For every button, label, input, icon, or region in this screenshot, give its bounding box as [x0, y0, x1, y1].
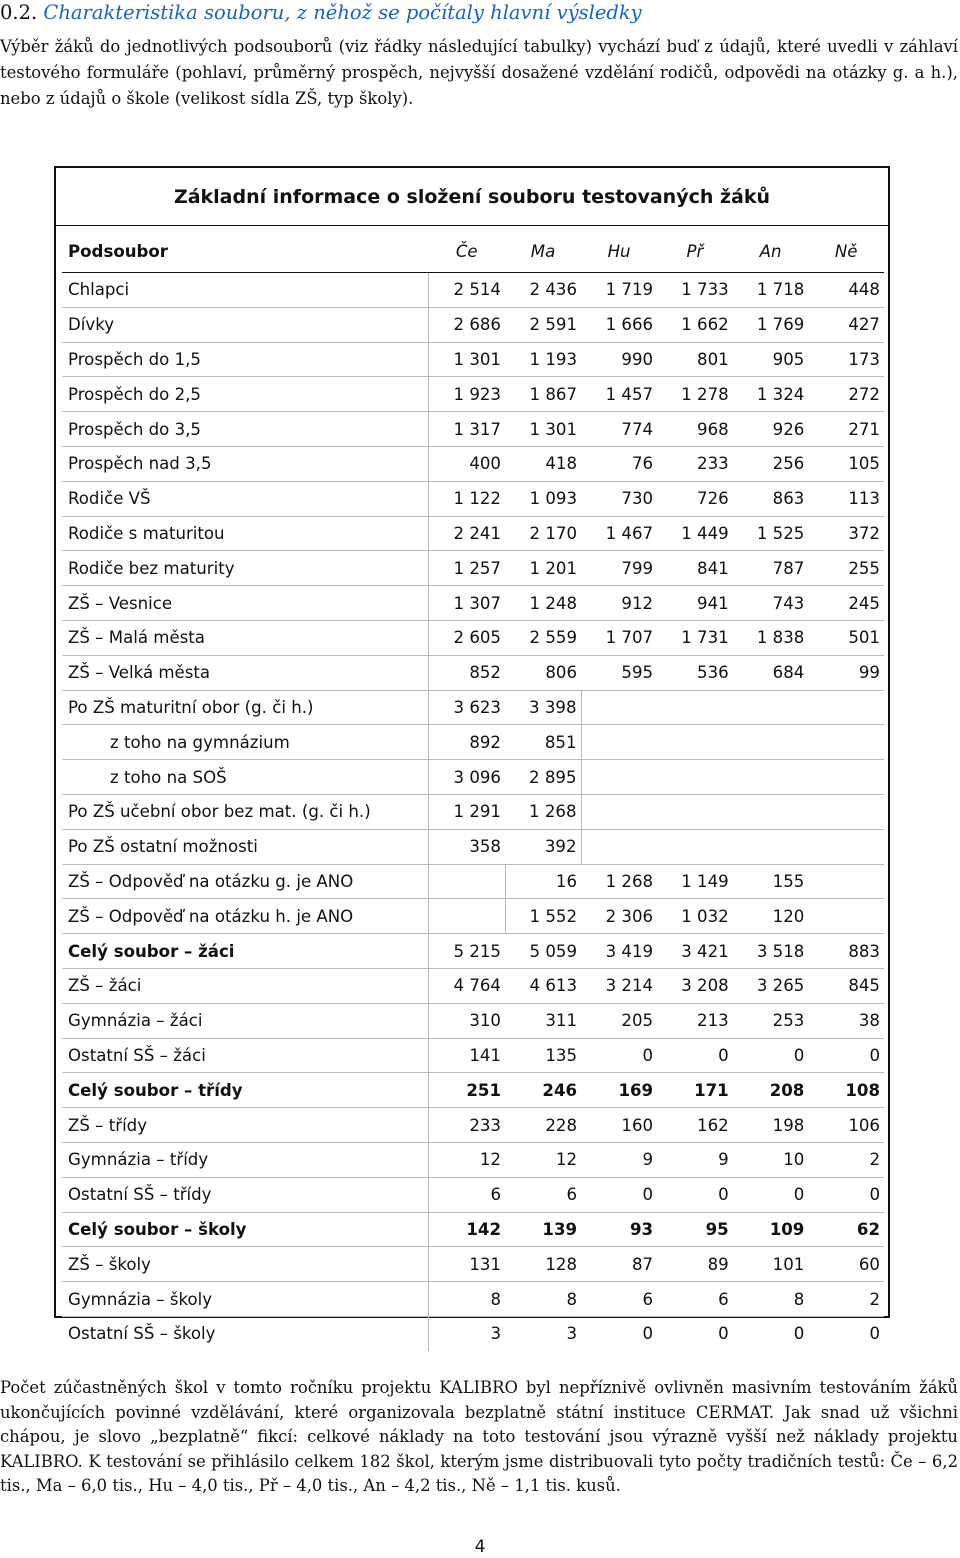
cell-value: 6 [657, 1282, 733, 1317]
cell-value [657, 794, 733, 829]
section-title: Charakteristika souboru, z něhož se počítaly hlavní výsledky [43, 1, 642, 24]
cell-value: 2 895 [505, 760, 581, 795]
row-label: ZŠ – školy [62, 1247, 428, 1282]
cell-value: 142 [428, 1212, 505, 1247]
cell-value: 1 193 [505, 342, 581, 377]
cell-value: 730 [581, 481, 657, 516]
table-row [62, 829, 884, 864]
cell-value: 3 421 [657, 934, 733, 969]
row-label: Gymnázia – školy [62, 1282, 428, 1317]
cell-value: 799 [581, 551, 657, 586]
cell-value: 1 719 [581, 273, 657, 308]
cell-value: 1 666 [581, 307, 657, 342]
cell-value: 1 769 [733, 307, 809, 342]
cell-value: 3 623 [428, 690, 505, 725]
cell-value: 255 [808, 551, 884, 586]
cell-value: 1 301 [428, 342, 505, 377]
cell-value [428, 899, 505, 934]
cell-value: 6 [428, 1177, 505, 1212]
cell-value: 912 [581, 586, 657, 621]
header-column: Ně [808, 230, 884, 273]
cell-value: 76 [581, 446, 657, 481]
cell-value: 9 [657, 1142, 733, 1177]
cell-value: 2 436 [505, 273, 581, 308]
row-label: ZŠ – Odpověď na otázku g. je ANO [62, 864, 428, 899]
table-row [62, 412, 884, 447]
header-column: Ma [505, 230, 581, 273]
cell-value [428, 864, 505, 899]
cell-value: 228 [505, 1108, 581, 1143]
table-row [62, 446, 884, 481]
row-label: Celý soubor – žáci [62, 934, 428, 969]
cell-value: 0 [718, 1324, 729, 1344]
table-header-row [62, 230, 884, 273]
cell-value: 0 [808, 1177, 884, 1212]
row-label: Gymnázia – třídy [62, 1142, 428, 1177]
cell-value: 400 [428, 446, 505, 481]
cell-value: 173 [808, 342, 884, 377]
cell-value [808, 899, 884, 934]
row-label: Gymnázia – žáci [62, 1003, 428, 1038]
cell-value: 726 [657, 481, 733, 516]
cell-value: 113 [808, 481, 884, 516]
cell-value: 1 662 [657, 307, 733, 342]
table-row [62, 516, 884, 551]
cell-value: 1 248 [505, 586, 581, 621]
cell-value: 1 291 [428, 794, 505, 829]
row-label: Prospěch do 1,5 [62, 342, 428, 377]
cell-value [581, 794, 657, 829]
cell-value: 3 208 [657, 968, 733, 1003]
cell-value: 8 [428, 1282, 505, 1317]
cell-value: 427 [808, 307, 884, 342]
cell-value: 684 [733, 655, 809, 690]
cell-value: 120 [733, 899, 809, 934]
cell-value [657, 760, 733, 795]
table-row [62, 273, 884, 308]
table-body [62, 273, 884, 1351]
section-number: 0.2. [0, 1, 38, 24]
cell-value: 0 [733, 1038, 809, 1073]
table-row [62, 586, 884, 621]
cell-value: 851 [505, 725, 581, 760]
cell-value: 0 [657, 1177, 733, 1212]
cell-value: 3 [490, 1324, 501, 1344]
cell-value: 1 731 [657, 620, 733, 655]
table-row [62, 1108, 884, 1143]
table-row [62, 794, 884, 829]
cell-value: 2 605 [428, 620, 505, 655]
table-row [62, 760, 884, 795]
cell-value: 233 [657, 446, 733, 481]
row-label: Rodiče s maturitou [62, 516, 428, 551]
table-row [62, 620, 884, 655]
cell-value: 89 [657, 1247, 733, 1282]
cell-value: 1 032 [657, 899, 733, 934]
cell-value: 155 [733, 864, 809, 899]
cell-value: 101 [733, 1247, 809, 1282]
cell-value: 418 [505, 446, 581, 481]
cell-value [733, 725, 809, 760]
row-label: Celý soubor – třídy [62, 1073, 428, 1108]
cell-value: 358 [428, 829, 505, 864]
table-row [62, 1282, 884, 1317]
cell-value: 5 059 [505, 934, 581, 969]
cell-value: 905 [733, 342, 809, 377]
cell-value: 1 324 [733, 377, 809, 412]
cell-value: 2 170 [505, 516, 581, 551]
cell-value: 93 [581, 1212, 657, 1247]
cell-value: 169 [581, 1073, 657, 1108]
cell-value [733, 794, 809, 829]
cell-value: 1 257 [428, 551, 505, 586]
section-heading [0, 0, 960, 26]
row-label: Rodiče bez maturity [62, 551, 428, 586]
table-row [62, 899, 884, 934]
cell-value: 6 [505, 1177, 581, 1212]
cell-value: 99 [808, 655, 884, 690]
cell-value: 863 [733, 481, 809, 516]
cell-value: 372 [808, 516, 884, 551]
cell-value: 135 [505, 1038, 581, 1073]
cell-value: 1 707 [581, 620, 657, 655]
cell-value: 87 [581, 1247, 657, 1282]
cell-value: 883 [808, 934, 884, 969]
table-row [62, 655, 884, 690]
cell-value: 4 613 [505, 968, 581, 1003]
cell-value: 774 [581, 412, 657, 447]
cell-value: 12 [428, 1142, 505, 1177]
cell-value: 968 [657, 412, 733, 447]
cell-value [808, 760, 884, 795]
cell-value: 2 306 [581, 899, 657, 934]
row-label: Rodiče VŠ [62, 481, 428, 516]
cell-value: 536 [657, 655, 733, 690]
row-label: Ostatní SŠ – žáci [62, 1038, 428, 1073]
cell-value: 595 [581, 655, 657, 690]
cell-value: 0 [793, 1324, 805, 1344]
row-label: ZŠ – Vesnice [62, 586, 428, 621]
cell-value: 501 [808, 620, 884, 655]
cell-value: 0 [657, 1038, 733, 1073]
table-row [62, 307, 884, 342]
cell-value: 62 [808, 1212, 884, 1247]
row-label: Celý soubor – školy [62, 1212, 428, 1247]
cell-value: 251 [428, 1073, 505, 1108]
cell-value: 95 [657, 1212, 733, 1247]
table-row [62, 377, 884, 412]
header-label: Podsoubor [62, 230, 428, 273]
cell-value: 8 [733, 1282, 809, 1317]
cell-value: 1 718 [733, 273, 809, 308]
cell-value [733, 690, 809, 725]
cell-value: 253 [733, 1003, 809, 1038]
cell-value: 141 [428, 1038, 505, 1073]
cell-value [657, 690, 733, 725]
cell-value: 841 [657, 551, 733, 586]
cell-value: 2 [808, 1282, 884, 1317]
table-row [62, 1038, 884, 1073]
cell-value: 213 [657, 1003, 733, 1038]
cell-value: 139 [505, 1212, 581, 1247]
row-label: Ostatní SŠ – školy [62, 1316, 428, 1350]
cell-value: 0 [642, 1324, 654, 1344]
page-number: 4 [474, 1537, 486, 1557]
table-row [62, 1177, 884, 1212]
cell-value [733, 829, 809, 864]
cell-value: 131 [428, 1247, 505, 1282]
row-label: ZŠ – Velká města [62, 655, 428, 690]
cell-value: 1 093 [505, 481, 581, 516]
table-row [62, 1073, 884, 1108]
cell-value: 1 733 [657, 273, 733, 308]
cell-value: 0 [733, 1177, 809, 1212]
cell-value [657, 725, 733, 760]
cell-value: 8 [505, 1282, 581, 1317]
table-row [62, 1003, 884, 1038]
cell-value [581, 760, 657, 795]
cell-value: 2 241 [428, 516, 505, 551]
cell-value [581, 829, 657, 864]
cell-value: 3 398 [505, 690, 581, 725]
cell-value [657, 829, 733, 864]
table-row [62, 1247, 884, 1282]
cell-value: 1 201 [505, 551, 581, 586]
cell-value: 1 457 [581, 377, 657, 412]
header-column: Hu [581, 230, 657, 273]
cell-value: 2 686 [428, 307, 505, 342]
title-divider [56, 225, 888, 226]
cell-value: 743 [733, 586, 809, 621]
cell-value: 256 [733, 446, 809, 481]
cell-value: 10 [733, 1142, 809, 1177]
cell-value: 1 525 [733, 516, 809, 551]
cell-value: 106 [808, 1108, 884, 1143]
cell-value: 311 [505, 1003, 581, 1038]
row-label: z toho na gymnázium [62, 725, 428, 760]
cell-value: 160 [581, 1108, 657, 1143]
table-title: Základní informace o složení souboru testovaných žáků [173, 186, 771, 208]
row-label: ZŠ – třídy [62, 1108, 428, 1143]
cell-value: 1 923 [428, 377, 505, 412]
table-row [62, 968, 884, 1003]
cell-value: 1 467 [581, 516, 657, 551]
summary-table [62, 230, 884, 1351]
cell-value: 1 838 [733, 620, 809, 655]
cell-value: 2 [808, 1142, 884, 1177]
cell-value: 0 [808, 1038, 884, 1073]
cell-value: 2 514 [428, 273, 505, 308]
cell-value [808, 864, 884, 899]
row-label: Ostatní SŠ – třídy [62, 1177, 428, 1212]
cell-value: 245 [808, 586, 884, 621]
cell-value: 941 [657, 586, 733, 621]
table-row [62, 690, 884, 725]
intro-paragraph: Výběr žáků do jednotlivých podsouborů (viz řádky následující tabulky) vychází buď z údajů, které uvedli v záhlaví testového formuláře (pohlaví, průměrný prospěch, nejvyšší dosažené vzdělání rodičů, odpovědi na otázky g. a h.), nebo z údajů o škole (velikost sídla ZŠ, typ školy). [0, 37, 958, 108]
row-label: Po ZŠ maturitní obor (g. či h.) [62, 690, 428, 725]
cell-value: 3 214 [581, 968, 657, 1003]
row-label: ZŠ – Odpověď na otázku h. je ANO [62, 899, 428, 934]
cell-value: 16 [505, 864, 581, 899]
table-row [62, 1212, 884, 1247]
cell-value: 0 [581, 1038, 657, 1073]
cell-value: 205 [581, 1003, 657, 1038]
cell-value [808, 829, 884, 864]
header-column: An [733, 230, 809, 273]
cell-value: 1 268 [581, 864, 657, 899]
cell-value: 272 [808, 377, 884, 412]
cell-value: 310 [428, 1003, 505, 1038]
cell-value: 12 [505, 1142, 581, 1177]
cell-value: 162 [657, 1108, 733, 1143]
cell-value: 1 552 [505, 899, 581, 934]
cell-value [808, 725, 884, 760]
cell-value: 208 [733, 1073, 809, 1108]
row-label: z toho na SOŠ [62, 760, 428, 795]
cell-value: 1 867 [505, 377, 581, 412]
cell-value: 3 518 [733, 934, 809, 969]
cell-value: 1 278 [657, 377, 733, 412]
cell-value: 1 301 [505, 412, 581, 447]
cell-value [808, 794, 884, 829]
cell-value: 448 [808, 273, 884, 308]
cell-value: 171 [657, 1073, 733, 1108]
cell-value: 246 [505, 1073, 581, 1108]
cell-value: 128 [505, 1247, 581, 1282]
row-label: Dívky [62, 307, 428, 342]
cell-value: 3 265 [733, 968, 809, 1003]
table-row [62, 1142, 884, 1177]
cell-value [808, 690, 884, 725]
cell-value: 0 [869, 1324, 880, 1344]
cell-value: 1 149 [657, 864, 733, 899]
table-row [62, 725, 884, 760]
cell-value: 926 [733, 412, 809, 447]
cell-value: 108 [808, 1073, 884, 1108]
row-label: Prospěch do 2,5 [62, 377, 428, 412]
cell-value [581, 690, 657, 725]
cell-value: 892 [428, 725, 505, 760]
cell-value: 233 [428, 1108, 505, 1143]
cell-value [581, 725, 657, 760]
outro-paragraph: Počet zúčastněných škol v tomto ročníku projektu KALIBRO byl nepříznivě ovlivněn masivním testováním žáků ukončujících povinné vzdělávání, které organizovala bezplatně státní instituce CERMAT. Jak snad už všichni chápou, je slovo „bezplatně“ fikcí: celkové náklady na toto testování jsou výrazně vyšší než náklady projektu KALIBRO. K testování se přihlásilo celkem 182 škol, kterým jsme distribuovali tyto počty tradičních testů: Če – 6,2 tis., Ma – 6,0 tis., Hu – 4,0 tis., Př – 4,0 tis., An – 4,2 tis., Ně – 1,1 tis. kusů. [0, 1378, 958, 1495]
cell-value: 38 [808, 1003, 884, 1038]
row-label: Po ZŠ učební obor bez mat. (g. či h.) [62, 794, 428, 829]
cell-value: 845 [808, 968, 884, 1003]
cell-value: 198 [733, 1108, 809, 1143]
cell-value: 852 [428, 655, 505, 690]
cell-value: 5 215 [428, 934, 505, 969]
cell-value: 109 [733, 1212, 809, 1247]
cell-value: 1 317 [428, 412, 505, 447]
cell-value: 787 [733, 551, 809, 586]
cell-value: 60 [808, 1247, 884, 1282]
cell-value: 6 [581, 1282, 657, 1317]
cell-value: 801 [657, 342, 733, 377]
cell-value: 1 268 [505, 794, 581, 829]
table-row [62, 934, 884, 969]
cell-value: 4 764 [428, 968, 505, 1003]
table-row [62, 481, 884, 516]
table-row [62, 864, 884, 899]
table-row [62, 1316, 884, 1350]
table-row [62, 342, 884, 377]
row-label: Chlapci [62, 273, 428, 308]
cell-value: 806 [505, 655, 581, 690]
row-label: ZŠ – žáci [62, 968, 428, 1003]
cell-value: 271 [808, 412, 884, 447]
cell-value: 1 122 [428, 481, 505, 516]
row-label: ZŠ – Malá města [62, 620, 428, 655]
cell-value [733, 760, 809, 795]
cell-value: 3 419 [581, 934, 657, 969]
row-label: Prospěch nad 3,5 [62, 446, 428, 481]
cell-value: 2 559 [505, 620, 581, 655]
summary-table-box [54, 166, 890, 1344]
cell-value: 0 [581, 1177, 657, 1212]
header-column: Če [428, 230, 505, 273]
cell-value: 392 [505, 829, 581, 864]
cell-value: 2 591 [505, 307, 581, 342]
cell-value: 105 [808, 446, 884, 481]
cell-value: 1 307 [428, 586, 505, 621]
cell-value: 3 096 [428, 760, 505, 795]
row-label: Po ZŠ ostatní možnosti [62, 829, 428, 864]
cell-value: 9 [581, 1142, 657, 1177]
row-label: Prospěch do 3,5 [62, 412, 428, 447]
cell-value: 1 449 [657, 516, 733, 551]
cell-value: 990 [581, 342, 657, 377]
table-row [62, 551, 884, 586]
header-column: Př [657, 230, 733, 273]
cell-value: 3 [566, 1324, 578, 1344]
